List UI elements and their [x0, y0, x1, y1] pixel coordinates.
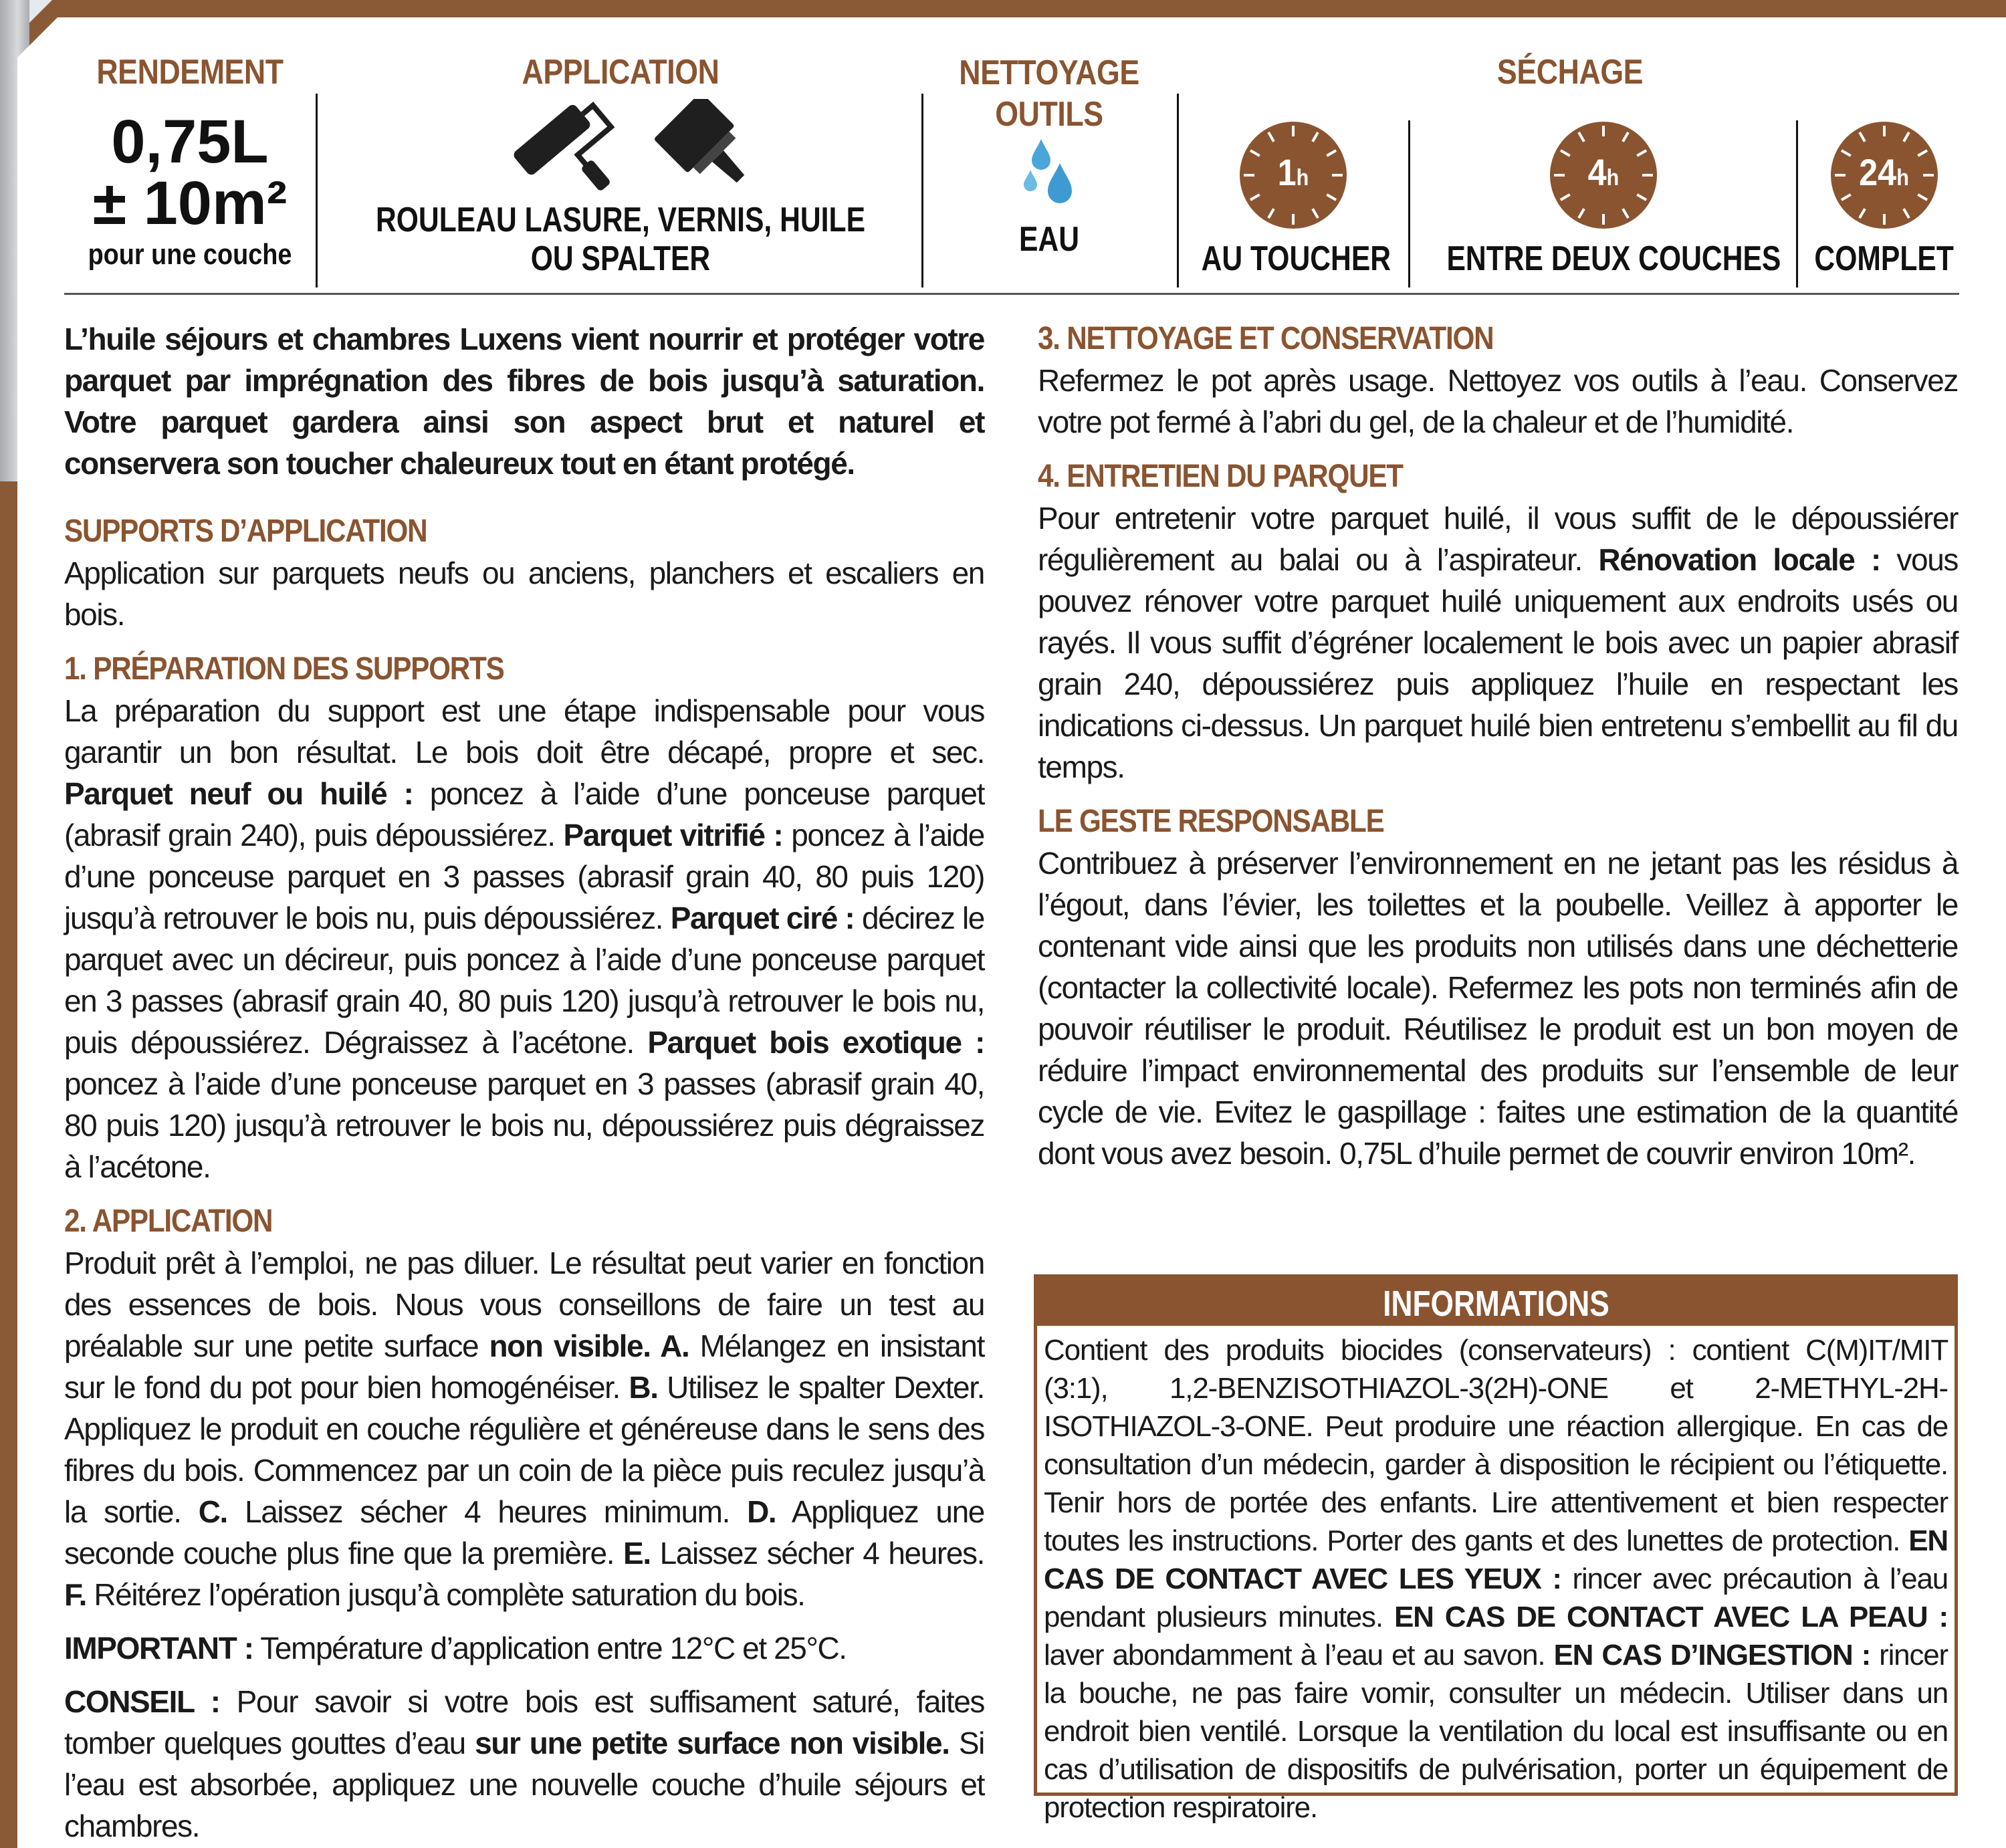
- preparation-text: La préparation du support est une étape indispensable pour vous garantir un bon résultat. Le bois doit être décapé, propre et sec. Parquet neuf ou huilé : poncez à l’aide d’une ponceuse parquet (abrasif grain 240), puis dépoussiérez. Parquet vitrifié : poncez à l’aide d’une ponceuse parquet en 3 passes (abrasif grain 40, 80 puis 120) jusqu’à retrouver le bois nu, puis dépoussiérez. Parquet ciré : décirez le parquet avec un décireur, puis poncez à l’aide d’une ponceuse parquet en 3 passes (abrasif grain 40, 80 puis 120) jusqu’à retrouver le bois nu, puis dépoussiérez. Dégraissez à l’acétone. Parquet bois exotique : poncez à l’aide d’une ponceuse parquet en 3 passes (abrasif grain 40, 80 puis 120) jusqu’à retrouver le bois nu, dépoussiérez puis dégraissez à l’acétone.: [64, 693, 985, 1184]
- clock-icon: [1550, 122, 1657, 229]
- clock-tick: [1923, 174, 1934, 177]
- rendement-volume: 0,75L: [111, 108, 269, 176]
- nettoyage-text: Refermez le pot après usage. Nettoyez vos outils à l’eau. Conservez votre pot fermé à l’abri du gel, de la chaleur et de l’humidité.: [1038, 363, 1958, 439]
- clock-tick: [1841, 193, 1852, 201]
- nettoyage-section-title: 3. NETTOYAGE ET CONSERVATION: [1038, 321, 1494, 356]
- application-cell: [320, 52, 921, 278]
- clock-tick: [1602, 214, 1605, 225]
- clock-tick: [1311, 208, 1319, 219]
- sechage-item: [1412, 239, 1795, 278]
- right-column: [1038, 318, 1958, 1174]
- clock-tick: [1332, 174, 1343, 177]
- clock-tick: [1917, 193, 1928, 201]
- geste-text: Contribuez à préserver l’environnement en ne jetant pas les résidus à l’égout, dans l’évier, les toilettes et la poubelle. Veillez à apporter le contenant vide ainsi que les produits non utilisés dans une déchetterie (contacter la collectivité locale). Refermez les pots non terminés afin de pouvoir réutiliser le produit. Réutilisez le produit est un bon moyen de réduire l’impact environnemental des produits sur l’ensemble de leur cycle de vie. Evitez le gaspillage : faites une estimation de la quantité dont vous avez besoin. 0,75L d’huile permet de couvrir environ 10m².: [1038, 846, 1958, 1171]
- clock-tick: [1560, 149, 1571, 156]
- header-divider: [1796, 120, 1798, 287]
- application-section-title: 2. APPLICATION: [64, 1203, 273, 1239]
- left-column: [64, 318, 984, 1847]
- application-title: APPLICATION: [522, 53, 719, 92]
- sechage-label: AU TOUCHER: [1201, 239, 1391, 278]
- nettoyage-title-line2: OUTILS: [995, 95, 1103, 134]
- clock-tick: [1835, 174, 1846, 177]
- informations-header: [1037, 1278, 1955, 1326]
- sechage-label: COMPLET: [1814, 239, 1954, 278]
- clock-tick: [1636, 149, 1647, 156]
- clock-tick: [1917, 149, 1928, 156]
- header-divider: [1177, 94, 1179, 287]
- clock-tick: [1902, 208, 1910, 219]
- sechage-value: 24: [1859, 151, 1897, 193]
- sechage-item: [1800, 239, 1959, 278]
- important-text: IMPORTANT : Température d’application entre 12°C et 25°C.: [64, 1631, 847, 1665]
- clock-tick: [1554, 174, 1565, 177]
- paint-roller-icon: [499, 99, 633, 193]
- clock-tick: [1841, 149, 1852, 156]
- application-label-line1: ROULEAU LASURE, VERNIS, HUILE: [375, 201, 866, 239]
- clock-icon: [1240, 122, 1347, 229]
- header-divider: [316, 94, 318, 287]
- clock-tick: [1883, 126, 1886, 136]
- clock-tick: [1858, 132, 1866, 142]
- clock-tick: [1902, 132, 1910, 142]
- clock-icon: [1831, 122, 1938, 229]
- nettoyage-label: EAU: [1018, 220, 1080, 259]
- clock-tick: [1292, 126, 1295, 136]
- clock-tick: [1244, 174, 1254, 177]
- clock-tick: [1622, 208, 1629, 219]
- clock-tick: [1577, 132, 1585, 142]
- clock-tick: [1267, 208, 1274, 219]
- rendement-cell: [64, 52, 316, 271]
- entretien-text: Pour entretenir votre parquet huilé, il vous suffit de le dépoussiérer régulièrement au balai ou à l’aspirateur. Rénovation locale : vous pouvez rénover votre parquet huilé uniquement aux endroits usés ou rayés. Il vous suffit d’égréner localement le bois avec un papier abrasif grain 240, dépoussiérez puis appliquez l’huile en respectant les indications ci-dessus. Un parquet huilé bien entretenu s’embellit au fil du temps.: [1038, 501, 1958, 784]
- intro-text: L’huile séjours et chambres Luxens vient nourrir et protéger votre parquet par imprégnation des fibres de bois jusqu’à saturation. Votre parquet gardera ainsi son aspect brut et naturel et conservera son toucher chaleureux tout en étant protégé.: [64, 322, 984, 481]
- water-drops-icon: [1016, 136, 1083, 217]
- preparation-title: 1. PRÉPARATION DES SUPPORTS: [64, 651, 504, 687]
- sechage-title: SÉCHAGE: [1496, 53, 1644, 92]
- application-text: Produit prêt à l’emploi, ne pas diluer. Le résultat peut varier en fonction des essences de bois. Nous vous conseillons de faire un test au préalable sur une petite surface non visible. A. Mélangez en insistant sur le fond du pot pour bien homogénéiser. B. Utilisez le spalter Dexter. Appliquez le produit en couche régulière et généreuse dans le sens des fibres du bois. Commencez par un coin de la pièce puis reculez jusqu’à la sortie. C. Laissez sécher 4 heures minimum. D. Appliquez une seconde couche plus fine que la première. E. Laissez sécher 4 heures. F. Réitérez l’opération jusqu’à complète saturation du bois.: [64, 1246, 984, 1612]
- clock-tick: [1858, 208, 1866, 219]
- header-divider: [1408, 120, 1410, 287]
- sechage-label: ENTRE DEUX COUCHES: [1446, 239, 1781, 278]
- informations-text: Contient des produits biocides (conservateurs) : contient C(M)IT/MIT (3:1), 1,2-BENZISOTHIAZOL-3(2H)-ONE et 2-METHYL-2H-ISOTHIAZOL-3-ONE. Peut produire une réaction allergique. En cas de consultation d’un médecin, garder à disposition le récipient ou l’étiquette. Tenir hors de portée des enfants. Lire attentivement et bien respecter toutes les instructions. Porter des gants et des lunettes de protection. EN CAS DE CONTACT AVEC LES YEUX : rincer avec précaution à l’eau pendant plusieurs minutes. EN CAS DE CONTACT AVEC LA PEAU : laver abondamment à l’eau et au savon. EN CAS D’INGESTION : rincer la bouche, ne pas faire vomir, consulter un médecin. Utiliser dans un endroit bien ventilé. Lorsque la ventilation du local est insuffisante ou en cas d’utilisation de dispositifs de pulvérisation, porter un équipement de protection respiratoire.: [1044, 1334, 1948, 1824]
- conseil-text: CONSEIL : Pour savoir si votre bois est suffisament saturé, faites tomber quelques gouttes d’eau sur une petite surface non visible. Si l’eau est absorbée, appliquez une nouvelle couche d’huile séjours et chambres.: [64, 1684, 984, 1843]
- clock-tick: [1622, 132, 1629, 142]
- clock-tick: [1577, 208, 1585, 219]
- sechage-cell: [1181, 52, 1959, 92]
- clock-tick: [1311, 132, 1319, 142]
- sechage-item: [1181, 239, 1408, 278]
- brush-icon: [647, 99, 768, 193]
- clock-tick: [1326, 149, 1337, 156]
- clock-tick: [1560, 193, 1571, 201]
- sechage-unit: h: [1896, 165, 1910, 191]
- clock-tick: [1883, 214, 1886, 225]
- supports-title: SUPPORTS D’APPLICATION: [64, 513, 427, 549]
- clock-tick: [1292, 214, 1295, 225]
- nettoyage-cell: [925, 52, 1173, 259]
- clock-tick: [1642, 174, 1653, 177]
- informations-title: INFORMATIONS: [1382, 1284, 1609, 1324]
- sechage-unit: h: [1296, 165, 1309, 191]
- header-divider: [921, 94, 923, 287]
- geste-title: LE GESTE RESPONSABLE: [1038, 804, 1384, 839]
- rendement-area: ± 10m²: [92, 169, 288, 237]
- nettoyage-title-line1: NETTOYAGE: [959, 53, 1139, 92]
- clock-tick: [1267, 132, 1274, 142]
- clock-tick: [1636, 193, 1647, 201]
- clock-tick: [1602, 126, 1605, 136]
- clock-tick: [1250, 149, 1260, 156]
- informations-box: [1034, 1274, 1958, 1824]
- sechage-value: 1: [1277, 151, 1297, 193]
- supports-text: Application sur parquets neufs ou anciens, planchers et escaliers en bois.: [64, 556, 984, 632]
- header-rule: [64, 293, 1959, 295]
- rendement-title: RENDEMENT: [96, 53, 284, 92]
- clock-tick: [1250, 193, 1260, 201]
- entretien-title: 4. ENTRETIEN DU PARQUET: [1038, 459, 1403, 494]
- sechage-unit: h: [1606, 165, 1620, 191]
- application-label-line2: OU SPALTER: [530, 239, 711, 278]
- sechage-value: 4: [1587, 151, 1607, 193]
- rendement-note: pour une couche: [88, 238, 292, 271]
- clock-tick: [1326, 193, 1337, 201]
